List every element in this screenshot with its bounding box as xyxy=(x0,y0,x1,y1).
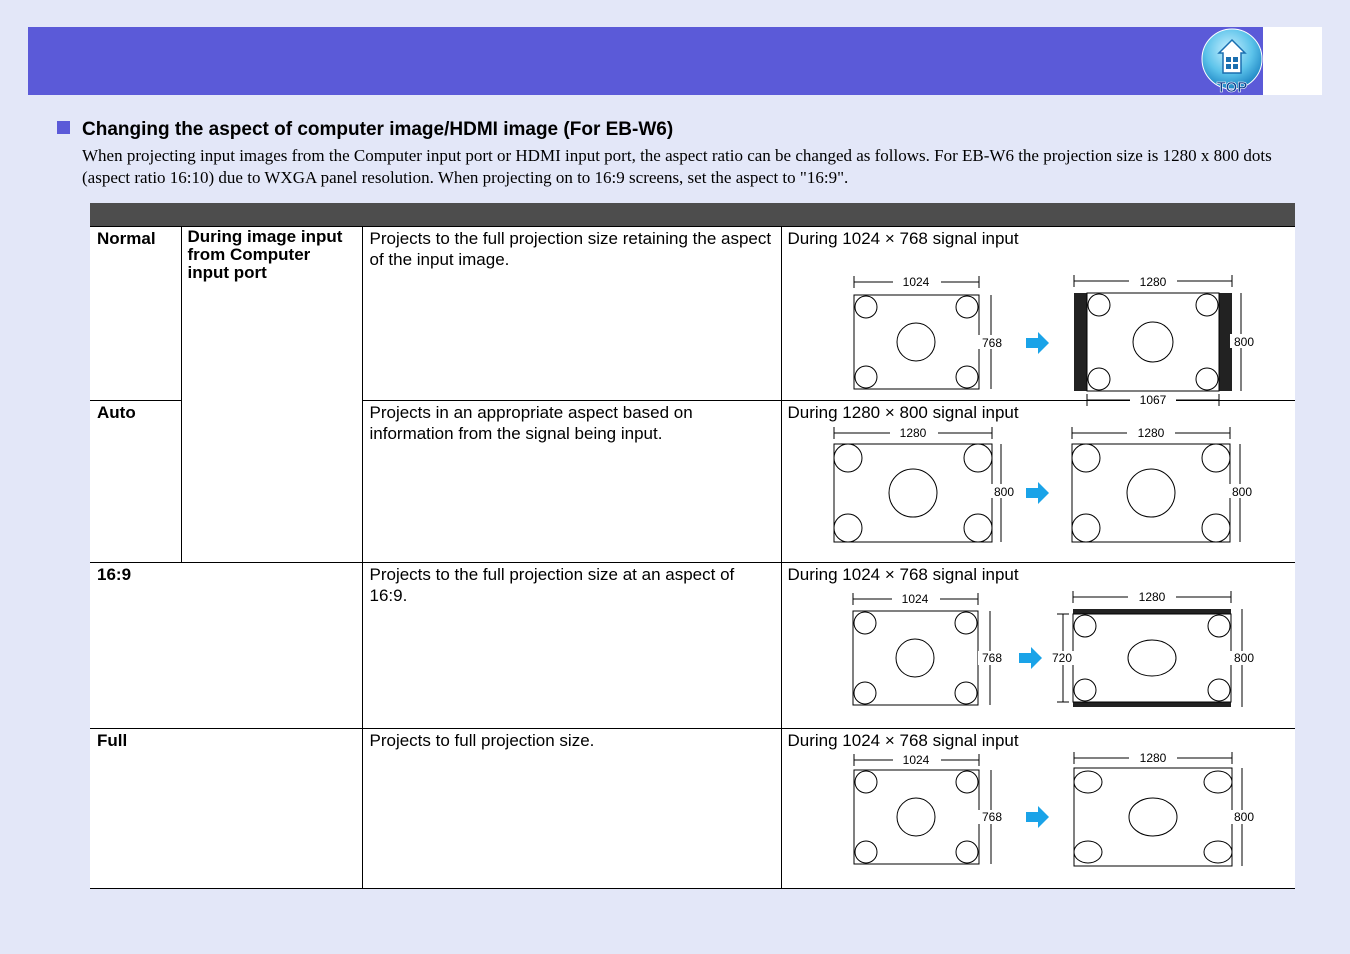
out-height-label: 800 xyxy=(1233,650,1254,665)
header-bar xyxy=(28,27,1263,95)
input-condition-computer: During image input from Computer input port xyxy=(181,226,362,562)
inner-width-label: 1067 xyxy=(1139,392,1166,407)
blue-arrow-icon xyxy=(1019,647,1042,669)
section-title-text: Changing the aspect of computer image/HDMI image (For EB-W6) xyxy=(82,119,674,140)
in-height-label: 768 xyxy=(981,650,1002,665)
output-frame xyxy=(1050,590,1258,707)
top-label: TOP xyxy=(1216,79,1248,96)
output-frame xyxy=(1072,426,1257,542)
input-frame xyxy=(853,592,1006,705)
signal-caption: During 1024 × 768 signal input xyxy=(787,730,1019,750)
input-screen xyxy=(854,770,979,864)
mode-label: Auto xyxy=(90,400,181,562)
in-width-label: 1024 xyxy=(902,274,929,289)
bullet-square-icon xyxy=(57,121,70,134)
figure-cell xyxy=(781,400,1295,562)
out-height-label: 800 xyxy=(1233,809,1254,824)
in-width-label: 1024 xyxy=(901,591,928,606)
mode-description: Projects to the full projection size retaining the aspect of the input image. xyxy=(362,226,781,400)
blue-arrow-icon xyxy=(1026,806,1049,828)
mode-description: Projects in an appropriate aspect based on information from the signal being input. xyxy=(362,400,781,562)
figure-cell xyxy=(781,562,1295,728)
in-width-label: 1024 xyxy=(902,752,929,767)
output-frame xyxy=(1074,274,1258,407)
normal-diagram xyxy=(788,249,1288,407)
out-height-label: 800 xyxy=(1231,484,1252,499)
out-height-label: 800 xyxy=(1233,334,1254,349)
in-height-label: 768 xyxy=(981,809,1002,824)
blue-arrow-icon xyxy=(1026,482,1049,504)
mode-description: Projects to the full projection size at an aspect of 16:9. xyxy=(362,562,781,728)
mode-label: Normal xyxy=(90,226,181,400)
auto-diagram xyxy=(788,423,1288,561)
top-button[interactable] xyxy=(1201,28,1263,94)
out-width-label: 1280 xyxy=(1139,750,1166,765)
input-screen xyxy=(834,444,992,542)
mode-label: Full xyxy=(90,728,362,888)
in-height-label: 768 xyxy=(981,335,1002,350)
input-frame xyxy=(854,753,1006,864)
out-width-label: 1280 xyxy=(1139,274,1166,289)
output-screen xyxy=(1074,768,1232,866)
aspect-table xyxy=(90,203,1295,889)
in-width-label: 1280 xyxy=(899,425,926,440)
out-width-label: 1280 xyxy=(1138,589,1165,604)
in-height-label: 800 xyxy=(993,484,1014,499)
output-frame xyxy=(1074,751,1258,866)
intro-paragraph: When projecting input images from the Computer input port or HDMI input port, the aspect ratio can be changed as follows. For EB-W6 the projection size is 1280 x 800 dots (aspect ratio 16:10) due to WXGA panel resolution. When projecting on to 16:9 screens, set the aspect to "16:9". xyxy=(82,146,1272,187)
section-title xyxy=(57,118,1257,142)
out-width-label: 1280 xyxy=(1137,425,1164,440)
input-screen xyxy=(854,295,979,389)
inner-height-label: 720 xyxy=(1051,650,1072,665)
signal-caption: During 1024 × 768 signal input xyxy=(787,228,1019,248)
table-row-16-9 xyxy=(90,562,1295,728)
table-row-full xyxy=(90,728,1295,888)
wide-diagram xyxy=(788,585,1288,727)
figure-cell xyxy=(781,226,1295,407)
signal-caption: During 1280 × 800 signal input xyxy=(787,402,1019,422)
figure-cell xyxy=(781,728,1295,888)
input-frame xyxy=(834,426,1019,542)
output-screen xyxy=(1072,444,1230,542)
table-header-row xyxy=(90,203,1295,226)
blue-arrow-icon xyxy=(1026,332,1049,354)
header-tab xyxy=(1263,27,1322,95)
mode-label: 16:9 xyxy=(90,562,362,728)
input-screen xyxy=(853,611,978,705)
signal-caption: During 1024 × 768 signal input xyxy=(787,564,1019,584)
full-diagram xyxy=(788,751,1288,887)
table-header xyxy=(90,203,1295,226)
input-frame xyxy=(854,274,1006,389)
top-icon xyxy=(1201,28,1263,94)
mode-description: Projects to full projection size. xyxy=(362,728,781,888)
table-row-normal xyxy=(90,226,1295,400)
